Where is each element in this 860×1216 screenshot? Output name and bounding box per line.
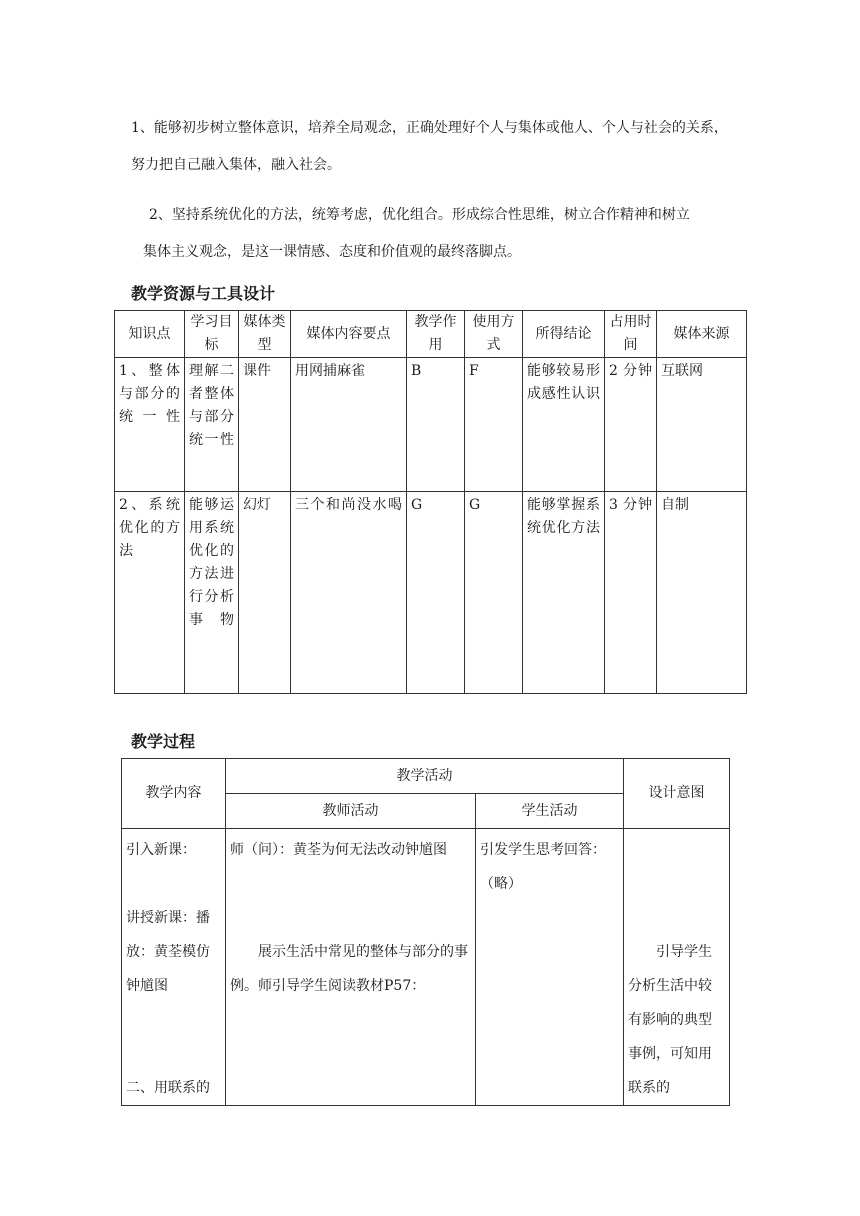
cell-time: 3 分钟 bbox=[605, 492, 657, 694]
cell-time: 2 分钟 bbox=[605, 358, 657, 492]
cell-learning-goal: 理解二者整体与部分统一性 bbox=[185, 358, 239, 492]
teacher-line: 师（问）：黄荃为何无法改动钟馗图 bbox=[230, 842, 447, 858]
header-activity: 教学活动 bbox=[226, 759, 624, 794]
header-teacher: 教师活动 bbox=[226, 794, 476, 829]
teacher-line: 展示生活中常见的整体与部分的事例。师引导学生阅读教材P57： bbox=[230, 944, 468, 994]
cell-teaching-role: B bbox=[407, 358, 465, 492]
cell-media-type: 幻灯 bbox=[239, 492, 291, 694]
header-cell: 所得结论 bbox=[523, 311, 605, 358]
cell-source: 自制 bbox=[657, 492, 747, 694]
header-cell: 媒体内容要点 bbox=[291, 311, 407, 358]
intent-text: 引导学生分析生活中较有影响的典型事例，可知用联系的 bbox=[628, 944, 712, 1096]
cell-teaching-role: G bbox=[407, 492, 465, 694]
header-intent: 设计意图 bbox=[624, 759, 730, 829]
table-row bbox=[115, 492, 747, 694]
cell-media-content: 用网捕麻雀 bbox=[291, 358, 407, 492]
content-line: 引入新课： bbox=[126, 842, 196, 858]
cell-conclusion: 能够掌握系统优化方法 bbox=[523, 492, 605, 694]
cell-student bbox=[476, 829, 624, 1106]
cell-teacher bbox=[226, 829, 476, 1106]
header-cell: 使用方式 bbox=[465, 311, 523, 358]
cell-usage: G bbox=[465, 492, 523, 694]
cell-content bbox=[122, 829, 226, 1106]
resources-heading: 教学资源与工具设计 bbox=[131, 284, 276, 303]
cell-source: 互联网 bbox=[657, 358, 747, 492]
resources-header-row bbox=[115, 311, 747, 358]
process-table bbox=[121, 758, 730, 1106]
objective-2-line-2: 集体主义观念，是这一课情感、态度和价值观的最终落脚点。 bbox=[143, 244, 521, 260]
header-content: 教学内容 bbox=[122, 759, 226, 829]
student-line: 引发学生思考回答：（略） bbox=[480, 842, 606, 892]
header-cell: 学习目标 bbox=[185, 311, 239, 358]
cell-media-content: 三个和尚没水喝 bbox=[291, 492, 407, 694]
objective-1: 1、能够初步树立整体意识，培养全局观念，正确处理好个人与集体或他人、个人与社会的关系，努力把自己融入集体，融入社会。 bbox=[131, 120, 728, 173]
resources-table bbox=[114, 310, 747, 694]
table-row bbox=[115, 358, 747, 492]
header-cell: 教学作用 bbox=[407, 311, 465, 358]
header-cell: 媒体来源 bbox=[657, 311, 747, 358]
cell-learning-goal: 能够运用系统优化的方法进行分析事物 bbox=[185, 492, 239, 694]
cell-usage: F bbox=[465, 358, 523, 492]
content-line: 讲授新课：播放：黄荃模仿钟馗图 bbox=[126, 910, 210, 994]
cell-media-type: 课件 bbox=[239, 358, 291, 492]
content-line: 二、用联系的 bbox=[126, 1080, 210, 1096]
header-student: 学生活动 bbox=[476, 794, 624, 829]
process-heading: 教学过程 bbox=[131, 732, 196, 751]
header-cell: 媒体类型 bbox=[239, 311, 291, 358]
cell-intent bbox=[624, 829, 730, 1106]
process-header-row-1 bbox=[122, 759, 730, 794]
table-row bbox=[122, 829, 730, 1106]
header-cell: 知识点 bbox=[115, 311, 185, 358]
cell-knowledge-point: 2、系统优化的方法 bbox=[115, 492, 185, 694]
objective-2 bbox=[131, 197, 731, 271]
cell-conclusion: 能够较易形成感性认识 bbox=[523, 358, 605, 492]
cell-knowledge-point: 1、整体与部分的统一性 bbox=[115, 358, 185, 492]
header-cell: 占用时间 bbox=[605, 311, 657, 358]
objective-2-line-1: 2、坚持系统优化的方法，统筹考虑，优化组合。形成综合性思维，树立合作精神和树立 bbox=[149, 207, 690, 223]
